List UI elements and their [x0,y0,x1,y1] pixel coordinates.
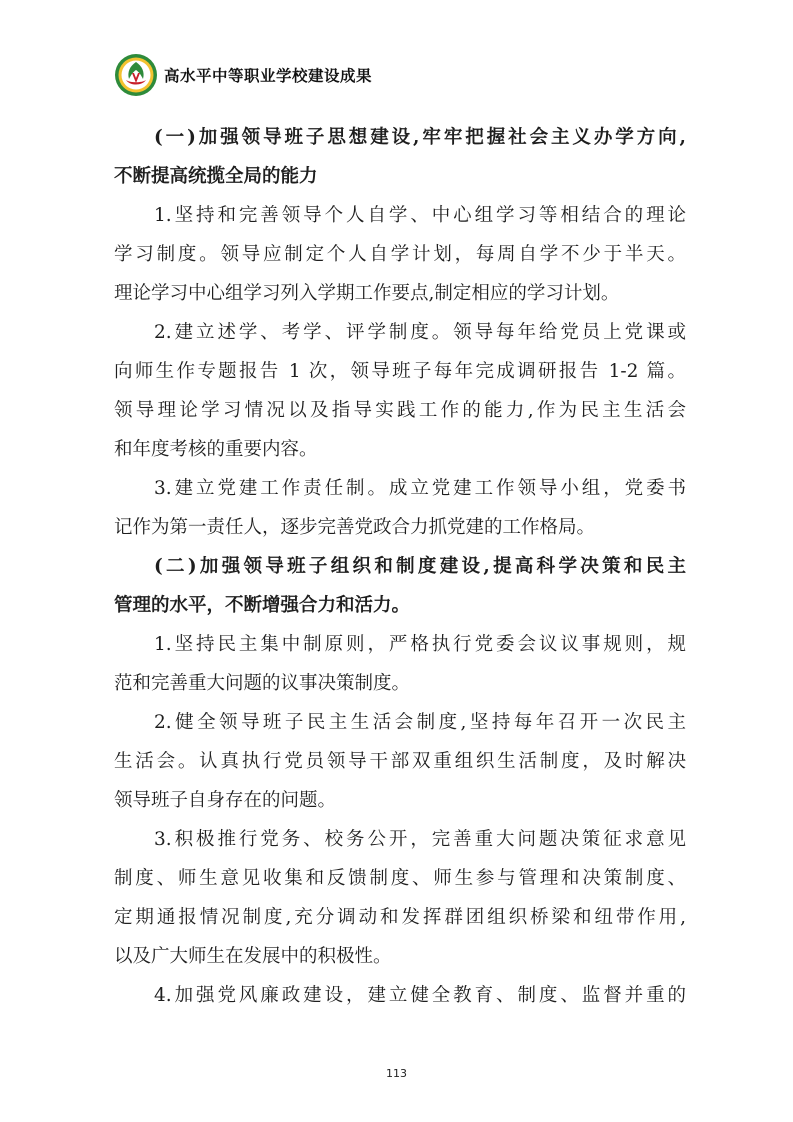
section-heading-2: (二)加强领导班子组织和制度建设,提高科学决策和民主 [154,556,686,577]
paragraph-line: 4.加强党风廉政建设，建立健全教育、制度、监督并重的 [154,985,686,1006]
paragraph-line: 领导理论学习情况以及指导实践工作的能力,作为民主生活会 [114,400,686,421]
page-header [114,52,372,98]
section-heading-1-cont: 不断提高统揽全局的能力 [114,166,318,187]
paragraph-line: 3.建立党建工作责任制。成立党建工作领导小组，党委书 [154,478,686,499]
paragraph-line: 理论学习中心组学习列入学期工作要点,制定相应的学习计划。 [114,283,620,304]
header-title: 高水平中等职业学校建设成果 [164,67,373,85]
section-heading-2-cont: 管理的水平，不断增强合力和活力。 [114,595,411,616]
paragraph-line: 定期通报情况制度,充分调动和发挥群团组织桥梁和纽带作用, [114,907,686,928]
paragraph-line: 向师生作专题报告 1 次，领导班子每年完成调研报告 1-2 篇。 [114,361,686,382]
paragraph-line: 记作为第一责任人，逐步完善党政合力抓党建的工作格局。 [114,517,596,538]
paragraph-line: 2.建立述学、考学、评学制度。领导每年给党员上党课或 [154,322,686,343]
paragraph-line: 3.积极推行党务、校务公开，完善重大问题决策征求意见 [154,829,686,850]
paragraph-line: 学习制度。领导应制定个人自学计划，每周自学不少于半天。 [114,244,686,265]
school-emblem-icon [114,53,158,97]
paragraph-line: 1.坚持民主集中制原则，严格执行党委会议议事规则，规 [154,634,686,655]
paragraph-line: 和年度考核的重要内容。 [114,439,318,460]
paragraph-line: 以及广大师生在发展中的积极性。 [114,946,392,967]
paragraph-line: 1.坚持和完善领导个人自学、中心组学习等相结合的理论 [154,205,686,226]
paragraph-line: 领导班子自身存在的问题。 [114,790,337,811]
paragraph-line: 2.健全领导班子民主生活会制度,坚持每年召开一次民主 [154,712,686,733]
section-heading-1: (一)加强领导班子思想建设,牢牢把握社会主义办学方向, [154,127,686,148]
page-number: 113 [386,1067,407,1080]
document-body [114,118,686,1015]
paragraph-line: 制度、师生意见收集和反馈制度、师生参与管理和决策制度、 [114,868,686,889]
paragraph-line: 生活会。认真执行党员领导干部双重组织生活制度，及时解决 [114,751,686,772]
paragraph-line: 范和完善重大问题的议事决策制度。 [114,673,411,694]
